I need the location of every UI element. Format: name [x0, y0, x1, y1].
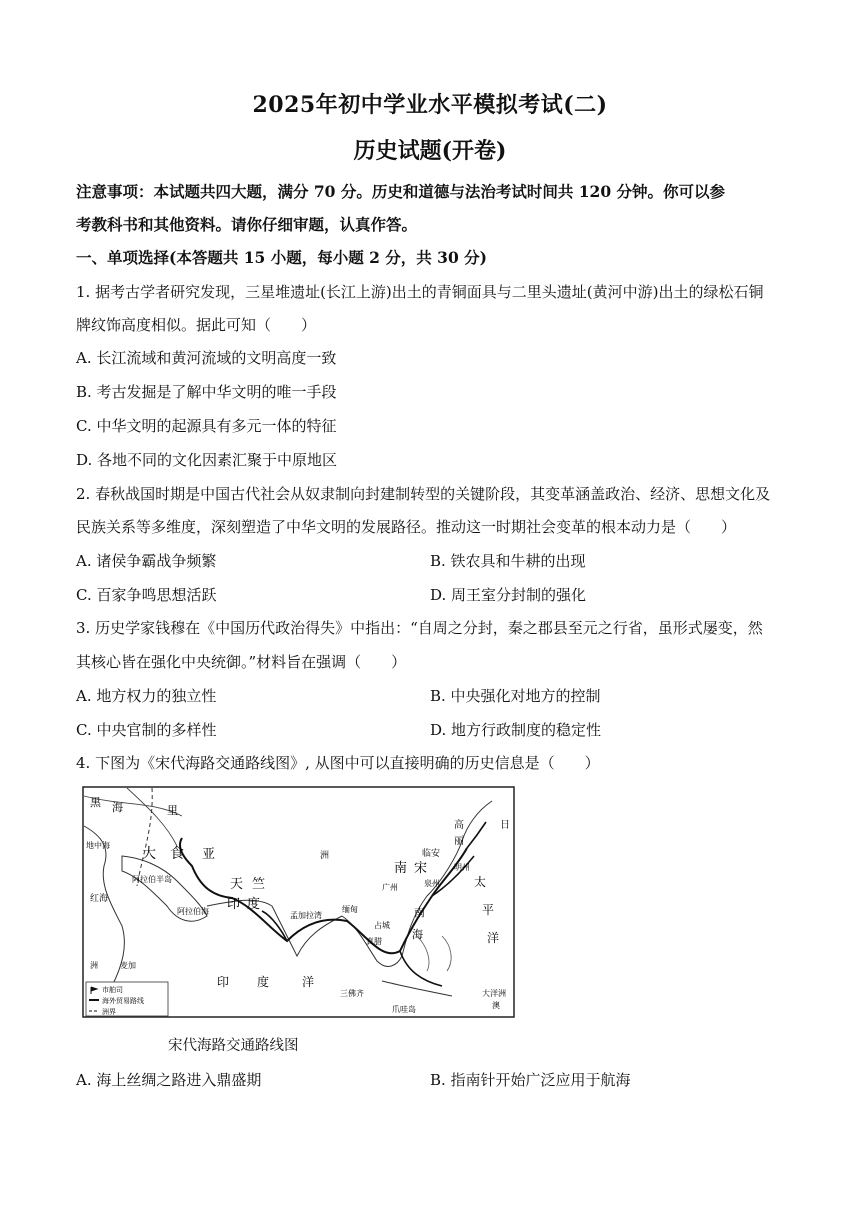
label-nanhai-2: 海 [412, 928, 423, 941]
q4-option-b[interactable]: B. 指南针开始广泛应用于航海 [430, 1071, 631, 1089]
label-du: 度 [247, 897, 261, 912]
label-zhenla: 真腊 [366, 937, 382, 946]
q3-option-b[interactable]: B. 中央强化对地方的控制 [430, 687, 601, 705]
label-dayang: 大洋洲 [482, 989, 506, 998]
label-song: 宋 [414, 861, 428, 876]
song-sea-route-map [82, 786, 515, 1018]
label-dashi: 大 食 [142, 846, 184, 862]
q3-stem-line-1: 3. 历史学家钱穆在《中国历代政治得失》中指出：“自周之分封，秦之郡县至元之行省，虽形式屡变，然 [76, 619, 763, 637]
q3-option-a[interactable]: A. 地方权力的独立性 [76, 687, 217, 705]
label-miandian: 缅甸 [342, 905, 358, 914]
label-linan: 临安 [422, 849, 441, 859]
map-legend [86, 982, 168, 1016]
notice-line-1: 注意事项：本试题共四大题，满分 70 分。历史和道德与法治考试时间共 120 分钟。你可以参 [76, 182, 726, 201]
label-ocean-yin: 印 [217, 975, 230, 989]
q2-option-b[interactable]: B. 铁农具和牛耕的出现 [430, 552, 586, 570]
label-nanhai-1: 南 [414, 906, 425, 919]
q2-stem-line-1: 2. 春秋战国时期是中国古代社会从奴隶制向封建制转型的关键阶段，其变革涵盖政治、经济、思想文化及 [76, 485, 771, 503]
label-ocean-yang: 洋 [302, 975, 315, 989]
label-lihai: 里 [167, 804, 178, 817]
label-guangzhou: 广州 [382, 883, 398, 892]
label-maiyin: 麦加 [120, 961, 136, 970]
legend-item-2: 海外贸易路线 [102, 997, 144, 1005]
q2-stem-line-2: 民族关系等多维度，深刻塑造了中华文明的发展路径。推动这一时期社会变革的根本动力是（ ） [76, 518, 737, 536]
label-hai: 海 [112, 801, 123, 814]
q3-stem-line-2: 其核心皆在强化中央统御。”材料旨在强调（ ） [76, 653, 407, 671]
label-ri: 日 [500, 820, 510, 831]
label-ao: 澳 [492, 1001, 500, 1010]
q1-option-b[interactable]: B. 考古发掘是了解中华文明的唯一手段 [76, 383, 337, 401]
label-zhancheng: 占城 [374, 921, 390, 930]
section-heading: 一、单项选择(本答题共 15 小题，每小题 2 分，共 30 分) [76, 248, 487, 267]
label-dizhonghai: 地中海 [86, 841, 110, 850]
label-mingzhou: 明州 [454, 863, 470, 872]
legend-item-1: 市舶司 [102, 986, 123, 994]
exam-title: 2025年初中学业水平模拟考试(二) [252, 92, 608, 118]
exam-subtitle: 历史试题(开卷) [353, 138, 507, 164]
label-zhuawa: 爪哇岛 [392, 1005, 416, 1014]
label-nan: 南 [394, 861, 408, 876]
map-caption: 宋代海路交通路线图 [168, 1038, 299, 1054]
q4-stem: 4. 下图为《宋代海路交通路线图》, 从图中可以直接明确的历史信息是（ ） [76, 754, 600, 772]
label-sanfoqi: 三佛齐 [340, 989, 364, 998]
label-quanzhou: 泉州 [424, 879, 440, 888]
label-zhou: 洲 [320, 851, 330, 861]
label-mengjia: 孟加拉湾 [290, 911, 322, 920]
q4-option-a[interactable]: A. 海上丝绸之路进入鼎盛期 [76, 1071, 262, 1089]
label-yang: 洋 [487, 931, 500, 945]
label-alabo: 阿拉伯半岛 [132, 875, 172, 884]
label-gaoli-1: 高 [454, 820, 464, 831]
label-yin: 印 [227, 897, 241, 912]
label-tian: 天 [230, 877, 244, 892]
label-ocean-du: 度 [257, 975, 270, 989]
q3-option-d[interactable]: D. 地方行政制度的稳定性 [430, 721, 602, 739]
label-ping: 平 [482, 903, 495, 917]
q3-option-c[interactable]: C. 中央官制的多样性 [76, 721, 217, 739]
q2-option-c[interactable]: C. 百家争鸣思想活跃 [76, 586, 217, 604]
label-africa-zhou: 洲 [90, 961, 98, 970]
label-ya: 亚 [202, 847, 216, 862]
label-tai: 太 [474, 875, 487, 889]
label-heihai: 黑 [90, 796, 101, 809]
q1-option-c[interactable]: C. 中华文明的起源具有多元一体的特征 [76, 417, 337, 435]
label-honghai: 红海 [90, 894, 109, 904]
label-zhu: 竺 [252, 877, 266, 892]
q1-stem-line-2: 牌纹饰高度相似。据此可知（ ） [76, 316, 317, 334]
q2-option-a[interactable]: A. 诸侯争霸战争频繁 [76, 552, 217, 570]
q1-option-d[interactable]: D. 各地不同的文化因素汇聚于中原地区 [76, 451, 338, 469]
notice-line-2: 考教科书和其他资料。请你仔细审题，认真作答。 [76, 215, 418, 234]
label-gaoli-2: 丽 [454, 836, 464, 847]
map-svg [82, 786, 515, 1018]
label-alabohai: 阿拉伯海 [177, 907, 209, 916]
q1-option-a[interactable]: A. 长江流域和黄河流域的文明高度一致 [76, 349, 337, 367]
q1-stem-line-1: 1. 据考古学者研究发现，三星堆遗址(长江上游)出土的青铜面具与二里头遗址(黄河中游)出土的绿松石铜 [76, 283, 764, 301]
q2-option-d[interactable]: D. 周王室分封制的强化 [430, 586, 587, 604]
legend-item-3: 洲界 [102, 1008, 116, 1016]
